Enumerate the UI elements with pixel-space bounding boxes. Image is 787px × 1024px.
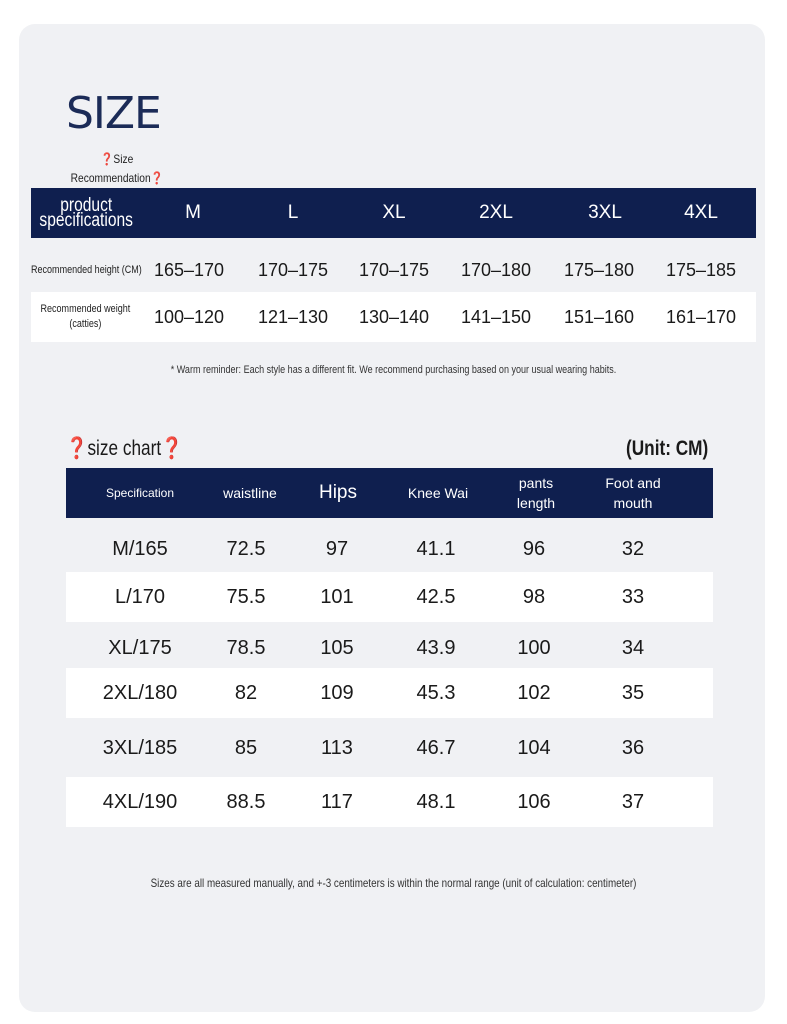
- table-cell: 96: [522, 537, 546, 560]
- table-row: [66, 668, 713, 718]
- size-chart-title: ❓size chart❓: [66, 437, 183, 460]
- table-cell: 170–180: [460, 259, 532, 280]
- table-row: [66, 524, 713, 574]
- table-cell: 175–185: [665, 259, 737, 280]
- table-cell: M/165: [112, 537, 168, 560]
- subtitle-line-1: ❓Size: [100, 152, 134, 166]
- table-cell: 165–170: [153, 259, 225, 280]
- table-cell: 35: [621, 681, 645, 704]
- size-col-m: M: [185, 202, 201, 223]
- header-waistline: waistline: [223, 485, 277, 501]
- header-foot-and-mouth: Foot and mouth: [605, 475, 661, 511]
- table-cell: 36: [621, 736, 645, 759]
- table-cell: 170–175: [257, 259, 329, 280]
- header-specification: Specification: [105, 486, 175, 500]
- unit-label: (Unit: CM): [626, 437, 709, 460]
- table-cell: 88.5: [226, 790, 266, 813]
- size-col-4xl: 4XL: [684, 202, 718, 223]
- table-cell: 32: [621, 537, 645, 560]
- table-cell: 117: [321, 790, 353, 813]
- table-cell: 97: [325, 537, 349, 560]
- table-cell: 121–130: [257, 306, 329, 327]
- table-cell: 3XL/185: [102, 736, 178, 759]
- table-cell: 85: [234, 736, 258, 759]
- table-cell: 109: [320, 681, 354, 704]
- row-label: Recommended weight (catties): [40, 303, 131, 330]
- table-cell: 4XL/190: [102, 790, 178, 813]
- table-row: [66, 723, 713, 773]
- table-cell: 151–160: [563, 306, 635, 327]
- table-cell: 37: [621, 790, 645, 813]
- table-cell: 41.1: [416, 537, 456, 560]
- header-pants-length: pants length: [516, 475, 556, 511]
- header-knee-wai: Knee Wai: [407, 485, 469, 501]
- table-cell: 48.1: [416, 790, 456, 813]
- table-row: [66, 572, 713, 622]
- subtitle-line-2: Recommendation❓: [70, 171, 164, 185]
- table-cell: 82: [234, 681, 258, 704]
- table-cell: 42.5: [416, 585, 456, 608]
- table-cell: 98: [522, 585, 546, 608]
- table-cell: 34: [621, 636, 645, 659]
- weight-row: [31, 292, 756, 342]
- measurement-footnote: Sizes are all measured manually, and +-3 centimeters is within the normal range (unit of calculation: centimeter): [150, 876, 637, 890]
- table-cell: 100–120: [153, 306, 225, 327]
- table-cell: 130–140: [358, 306, 430, 327]
- height-row: [31, 245, 756, 295]
- table-cell: 102: [517, 681, 551, 704]
- table-cell: 106: [517, 790, 551, 813]
- page-title: SIZE: [66, 88, 161, 139]
- header-label: product specifications: [39, 195, 133, 231]
- table-cell: 141–150: [460, 306, 532, 327]
- table-cell: 46.7: [416, 736, 456, 759]
- table-cell: 75.5: [226, 585, 266, 608]
- table-cell: 33: [621, 585, 645, 608]
- warm-reminder: * Warm reminder: Each style has a different fit. We recommend purchasing based on your usual wearing habits.: [170, 364, 617, 376]
- table-cell: 43.9: [416, 636, 456, 659]
- table-cell: 78.5: [226, 636, 266, 659]
- header-hips: Hips: [318, 482, 357, 503]
- size-chart-header: [66, 468, 713, 518]
- table-cell: 45.3: [416, 681, 456, 704]
- table-cell: 175–180: [563, 259, 635, 280]
- table-cell: 104: [517, 736, 551, 759]
- table-cell: 105: [320, 636, 354, 659]
- table-cell: L/170: [114, 585, 166, 608]
- table-cell: 113: [321, 736, 353, 759]
- table-row: [66, 777, 713, 827]
- table-cell: 161–170: [665, 306, 737, 327]
- row-label: Recommended height (CM): [31, 263, 142, 276]
- table-cell: 72.5: [226, 537, 266, 560]
- size-col-xl: XL: [382, 202, 406, 223]
- table-cell: 2XL/180: [102, 681, 178, 704]
- table-cell: XL/175: [108, 636, 172, 659]
- table-cell: 170–175: [358, 259, 430, 280]
- size-col-l: L: [287, 202, 299, 223]
- table-cell: 101: [320, 585, 354, 608]
- size-recommendation-subtitle: [66, 150, 168, 188]
- table-cell: 100: [517, 636, 551, 659]
- size-col-2xl: 2XL: [479, 202, 513, 223]
- recommendation-table-header: [31, 188, 756, 238]
- table-row: [66, 623, 713, 673]
- size-col-3xl: 3XL: [588, 202, 622, 223]
